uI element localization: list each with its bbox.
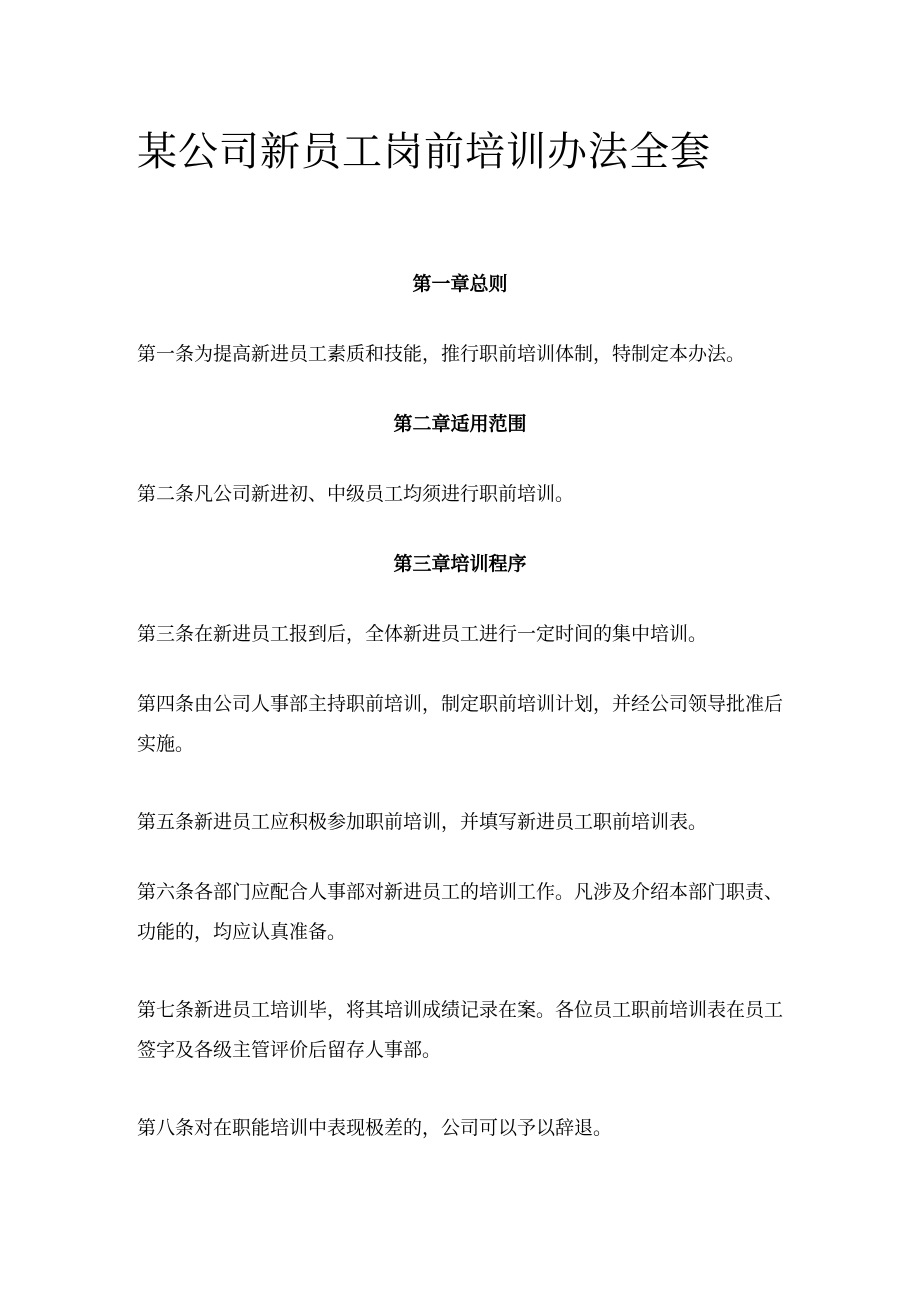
article-paragraph: 第五条新进员工应积极参加职前培训，并填写新进员工职前培训表。	[137, 811, 708, 833]
article-paragraph: 第八条对在职能培训中表现极差的，公司可以予以辞退。	[137, 1117, 613, 1139]
article-paragraph: 第二条凡公司新进初、中级员工均须进行职前培训。	[137, 483, 575, 505]
article-paragraph: 第六条各部门应配合人事部对新进员工的培训工作。凡涉及介绍本部门职责、功能的，均应认真准备。	[137, 881, 784, 943]
document-title: 某公司新员工岗前培训办法全套	[137, 129, 711, 175]
chapter-heading: 第三章培训程序	[393, 553, 527, 575]
article-paragraph: 第三条在新进员工报到后，全体新进员工进行一定时间的集中培训。	[137, 623, 708, 645]
article-paragraph: 第一条为提高新进员工素质和技能，推行职前培训体制，特制定本办法。	[137, 343, 746, 365]
chapter-heading: 第一章总则	[412, 273, 508, 295]
chapter-heading: 第二章适用范围	[393, 413, 527, 435]
article-paragraph: 第四条由公司人事部主持职前培训，制定职前培训计划，并经公司领导批准后实施。	[137, 693, 784, 755]
article-paragraph: 第七条新进员工培训毕，将其培训成绩记录在案。各位员工职前培训表在员工签字及各级主管评价后留存人事部。	[137, 999, 784, 1061]
